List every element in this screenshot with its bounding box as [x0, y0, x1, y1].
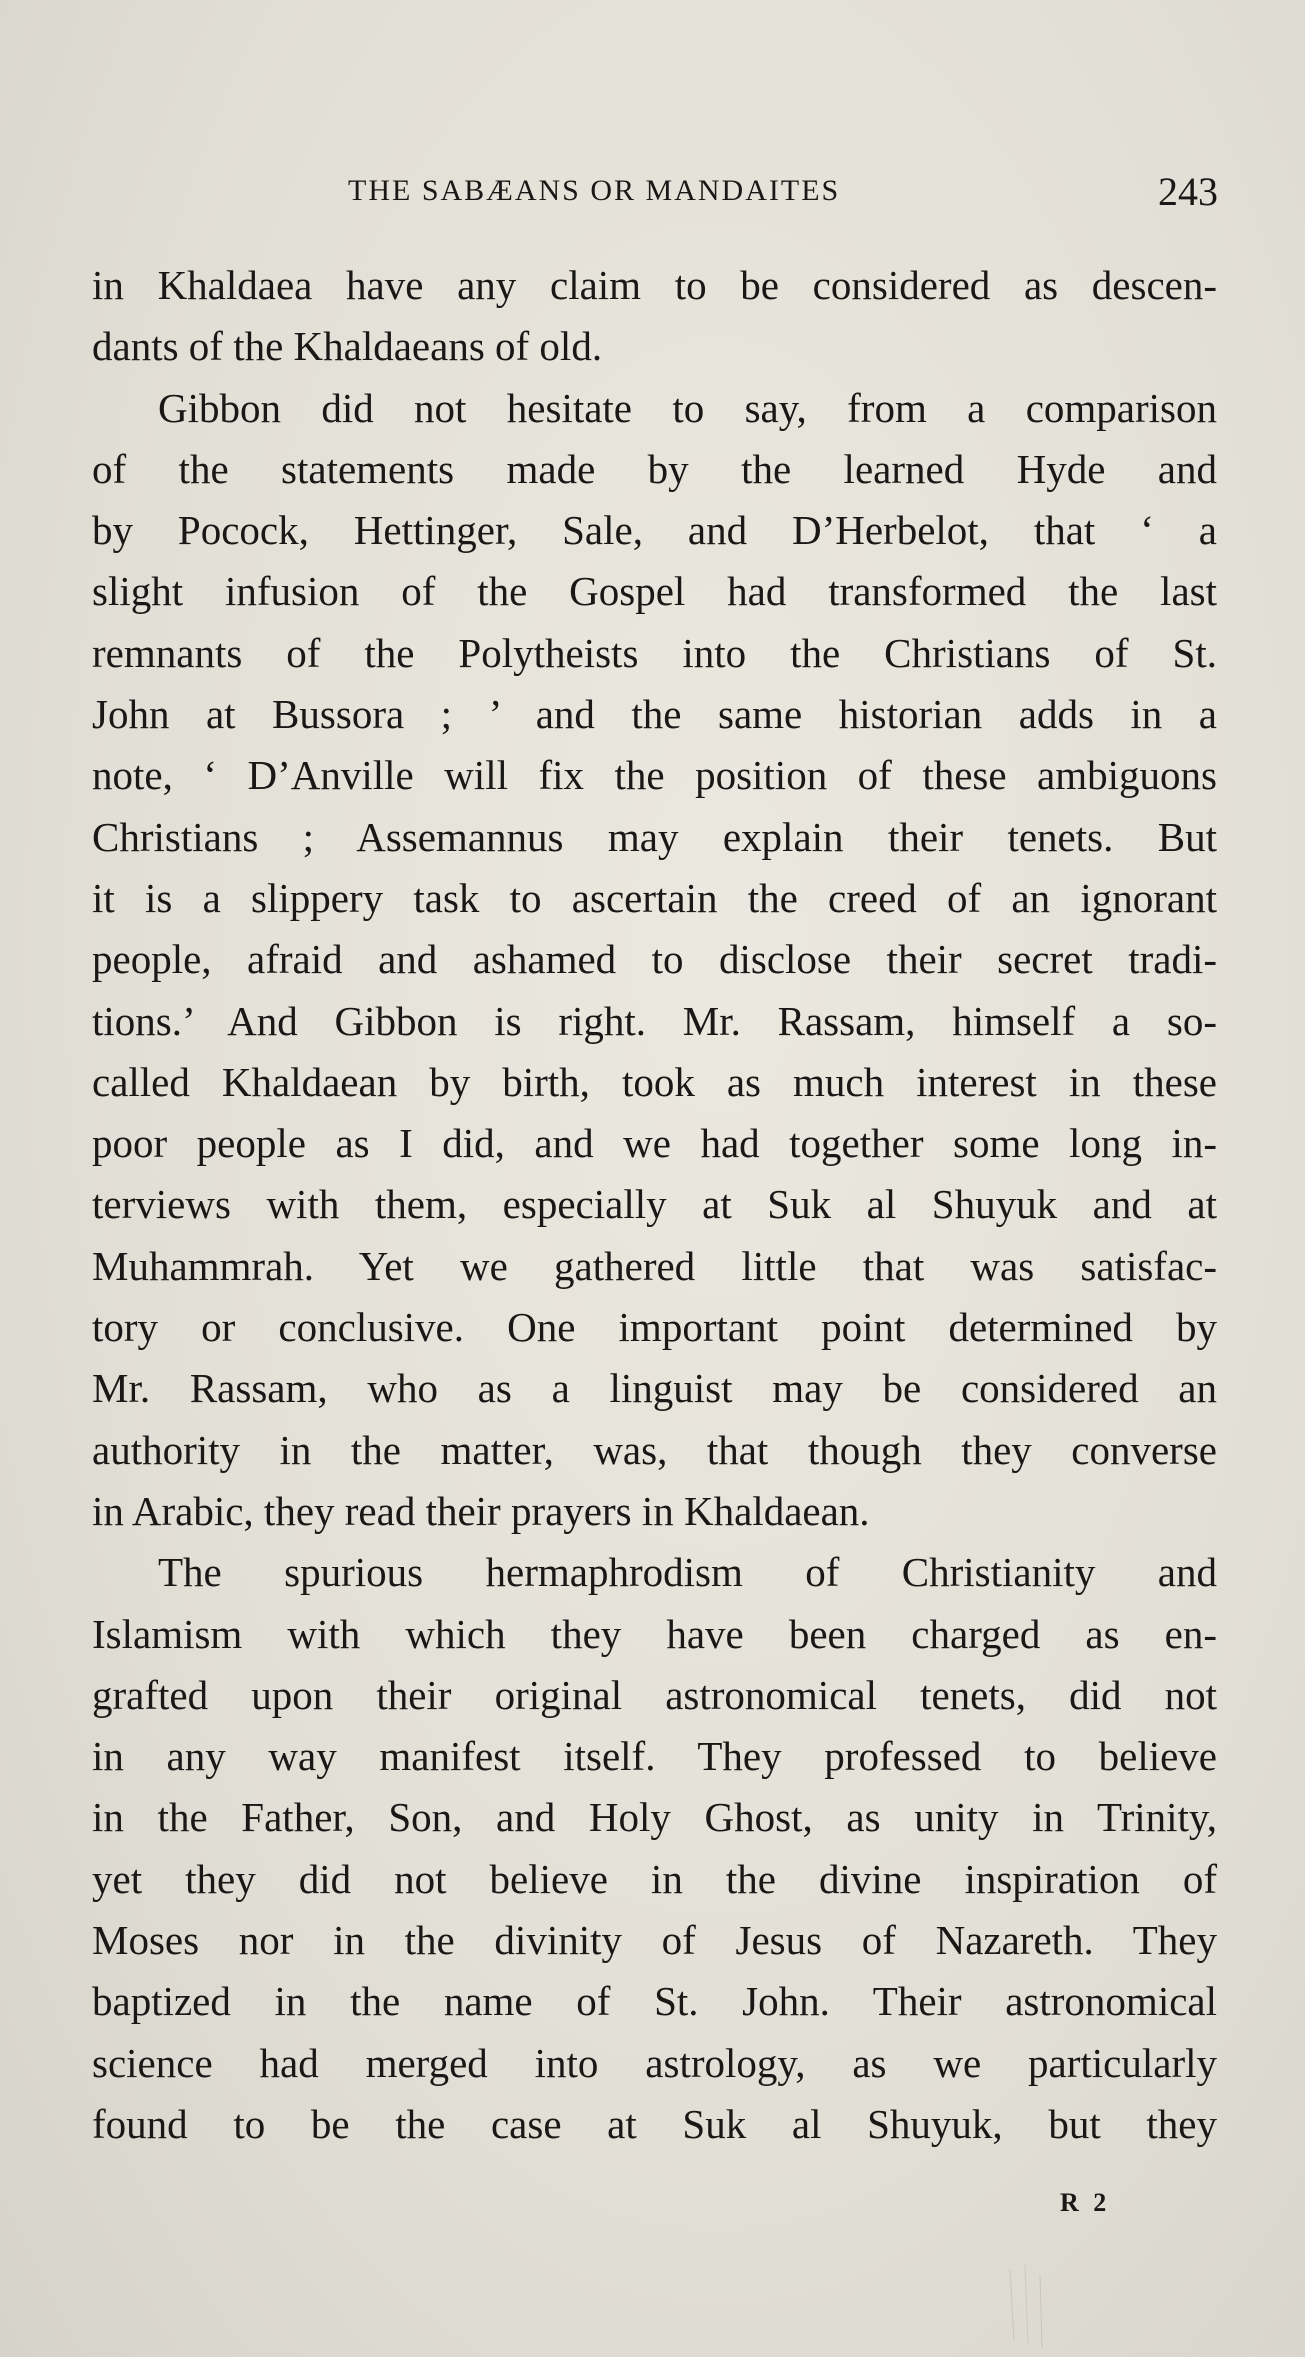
text-line: people, afraid and ashamed to disclose their secret tradi- [92, 936, 1217, 983]
text-line: Muhammrah. Yet we gathered little that was satisfac- [92, 1242, 1217, 1289]
text-line: John at Bussora ; ’ and the same historian adds in a [92, 691, 1217, 738]
text-line: Moses nor in the divinity of Jesus of Nazareth. They [92, 1917, 1217, 1964]
text-line: called Khaldaean by birth, took as much interest in these [92, 1058, 1217, 1105]
text-line: in the Father, Son, and Holy Ghost, as unity in Trinity, [92, 1794, 1217, 1841]
text-line: found to be the case at Suk al Shuyuk, but they [92, 2100, 1217, 2147]
text-line: slight infusion of the Gospel had transformed the last [92, 568, 1217, 615]
text-line: note, ‘ D’Anville will fix the position of these ambiguons [92, 752, 1217, 799]
text-line: tory or conclusive. One important point determined by [92, 1304, 1217, 1351]
text-line: baptized in the name of St. John. Their astronomical [92, 1978, 1217, 2025]
text-line: Mr. Rassam, who as a linguist may be considered an [92, 1365, 1217, 1412]
paragraph-2 [92, 378, 1217, 1543]
text-line: it is a slippery task to ascertain the creed of an ignorant [92, 874, 1217, 921]
text-line: Christians ; Assemannus may explain their tenets. But [92, 813, 1217, 860]
text-line: in Khaldaea have any claim to be considered as descen- [92, 262, 1217, 308]
text-line: in any way manifest itself. They professed to believe [92, 1733, 1217, 1780]
text-line: Islamism with which they have been charged as en- [92, 1610, 1217, 1657]
text-line: by Pocock, Hettinger, Sale, and D’Herbelot, that ‘ a [92, 507, 1217, 554]
body-text [92, 255, 1217, 2155]
text-line: of the statements made by the learned Hyde and [92, 445, 1217, 492]
text-line: The spurious hermaphrodism of Christianity and [158, 1549, 1217, 1596]
text-line: dants of the Khaldaeans of old. [92, 323, 603, 370]
paragraph-1 [92, 255, 1217, 378]
text-line: science had merged into astrology, as we particularly [92, 2039, 1217, 2086]
running-head: THE SABÆANS OR MANDAITES [348, 174, 841, 207]
text-line: yet they did not believe in the divine inspiration of [92, 1855, 1217, 1902]
page-number: 243 [1158, 169, 1218, 214]
text-line: authority in the matter, was, that though they converse [92, 1426, 1217, 1473]
text-line: in Arabic, they read their prayers in Khaldaean. [92, 1487, 870, 1534]
text-line: poor people as I did, and we had together some long in- [92, 1120, 1217, 1167]
paragraph-3 [92, 1542, 1217, 2155]
text-line: Gibbon did not hesitate to say, from a comparison [158, 384, 1217, 431]
text-line: remnants of the Polytheists into the Christians of St. [92, 629, 1217, 676]
signature-mark: R 2 [1060, 2188, 1111, 2217]
text-line: tions.’ And Gibbon is right. Mr. Rassam, himself a so- [92, 997, 1217, 1044]
text-line: terviews with them, especially at Suk al Shuyuk and at [92, 1181, 1217, 1228]
page-header [88, 168, 1218, 220]
text-line: grafted upon their original astronomical tenets, did not [92, 1671, 1217, 1718]
paper-speck-decoration [1000, 2260, 1080, 2350]
